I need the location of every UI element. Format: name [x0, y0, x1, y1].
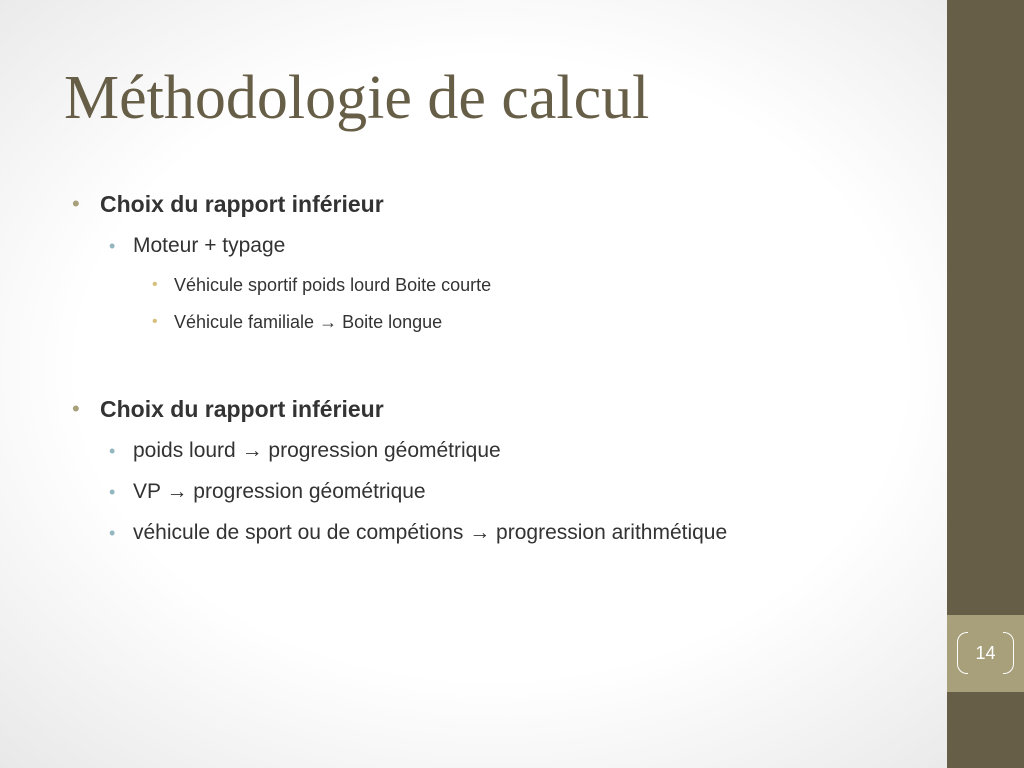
- bullet-text: véhicule de sport ou de compétions → progression arithmétique: [133, 521, 728, 544]
- page-number: 14: [975, 643, 996, 663]
- bullet-item: [109, 478, 426, 506]
- bullet-text: Véhicule familiale → Boite longue: [174, 312, 443, 332]
- bullet-dot-icon: •: [109, 523, 116, 543]
- bullet-dot-icon: •: [152, 313, 158, 330]
- page-number-box: [947, 615, 1024, 692]
- bullet-text: poids lourd → progression géométrique: [133, 439, 501, 462]
- slide-title: Méthodologie de calcul: [64, 64, 650, 132]
- bullet-heading-1: [72, 189, 384, 219]
- bullet-text: Moteur + typage: [133, 234, 286, 257]
- bullet-dot-icon: •: [72, 191, 80, 216]
- bullet-heading-2: [72, 394, 384, 424]
- bullet-item: [109, 437, 501, 465]
- bullet-subitem: [152, 310, 443, 334]
- bullet-text: Véhicule sportif poids lourd Boite courte: [174, 275, 492, 295]
- bullet-text: Choix du rapport inférieur: [100, 396, 384, 422]
- page-number-frame: [957, 632, 1014, 674]
- bullet-subitem: [152, 273, 492, 297]
- bullet-text: VP → progression géométrique: [133, 480, 426, 503]
- bullet-dot-icon: •: [109, 482, 116, 502]
- bullet-dot-icon: •: [109, 236, 116, 256]
- bullet-dot-icon: •: [152, 276, 158, 293]
- bullet-dot-icon: •: [109, 441, 116, 461]
- bullet-text: Choix du rapport inférieur: [100, 191, 384, 217]
- bullet-item: [109, 519, 728, 547]
- bullet-dot-icon: •: [72, 396, 80, 421]
- bullet-item: [109, 232, 286, 260]
